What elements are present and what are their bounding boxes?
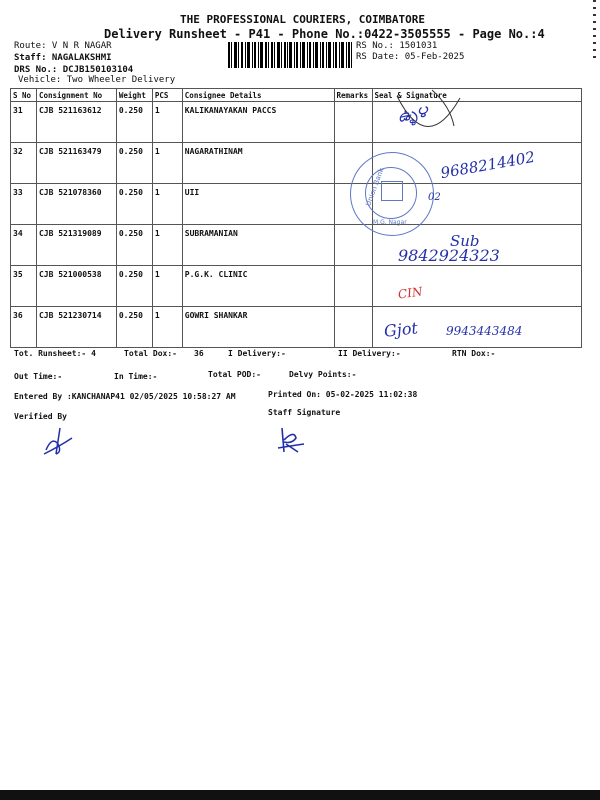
table-header-row [11,89,582,102]
stamp-inner-text: M.G. Nagar [373,219,407,226]
remark-cin: CIN [397,284,424,302]
vehicle-label: Vehicle: Two Wheeler Delivery [18,75,176,85]
cell-weight: 0.250 [116,307,152,348]
cell-consignee: NAGARATHINAM [182,143,334,184]
out-time: Out Time:- [14,372,63,381]
cell-sno: 36 [11,307,37,348]
runsheet-table [10,88,582,348]
signature-row-31: ఉ్ళ౪ [395,101,430,126]
cell-consignment: CJB 521230714 [36,307,116,348]
cell-sno: 35 [11,266,37,307]
cell-weight: 0.250 [116,102,152,143]
staff-label: Staff: NAGALAKSHMI [14,53,112,63]
drs-number: DRS No.: DCJB150103104 [14,65,134,75]
total-dox-value: 36 [194,349,204,358]
cell-pcs: 1 [152,307,182,348]
cell-pcs: 1 [152,102,182,143]
signature-row-34-name: Sub [450,232,480,250]
cell-consignee: P.G.K. CLINIC [182,266,334,307]
cell-consignee: GOWRI SHANKAR [182,307,334,348]
cell-sno: 34 [11,225,37,266]
signature-row-36-name: Gjot [383,318,419,341]
cell-weight: 0.250 [116,184,152,225]
rtn-dox: RTN Dox:- [452,349,496,358]
route-label: Route: V N R NAGAR [14,41,112,51]
cell-pcs: 1 [152,266,182,307]
col-remarks: Remarks [334,89,372,102]
signature-row-36-number: 9943443484 [446,324,523,338]
runsheet-title: Delivery Runsheet - P41 - Phone No.:0422-3505555 - Page No.:4 [104,27,545,41]
scan-edge-marks [593,0,596,60]
col-consignee: Consignee Details [182,89,334,102]
barcode [228,42,352,68]
verified-signature [40,424,80,458]
stamp-code: 02 [428,192,441,203]
cell-consignment: CJB 521319089 [36,225,116,266]
rs-number: RS No.: 1501031 [356,41,438,51]
staff-signature-label: Staff Signature [268,408,341,417]
cell-remarks [334,102,372,143]
cell-remarks [334,225,372,266]
cell-consignee: UII [182,184,334,225]
cell-consignment: CJB 521078360 [36,184,116,225]
cell-pcs: 1 [152,184,182,225]
signature-row-34-number: 9842924323 [398,246,500,265]
ii-delivery: II Delivery:- [338,349,401,358]
cell-weight: 0.250 [116,143,152,184]
i-delivery: I Delivery:- [228,349,286,358]
cell-weight: 0.250 [116,225,152,266]
entered-by: Entered By :KANCHANAP41 02/05/2025 10:58:27 AM [14,392,236,401]
cell-pcs: 1 [152,143,182,184]
cell-weight: 0.250 [116,266,152,307]
verified-by-label: Verified By [14,412,67,421]
col-seal-signature: Seal & Signature [372,89,582,102]
cell-consignment: CJB 521163612 [36,102,116,143]
stamp-text: Union Bank [364,166,386,208]
bank-stamp [350,152,434,236]
scan-bottom-edge [0,790,600,800]
stamp-emblem-icon [381,181,403,201]
cell-sno: 33 [11,184,37,225]
col-consignment: Consignment No [36,89,116,102]
cell-consignment: CJB 521000538 [36,266,116,307]
staff-signature [274,424,308,456]
cell-consignee: KALIKANAYAKAN PACCS [182,102,334,143]
col-pcs: PCS [152,89,182,102]
printed-on: Printed On: 05-02-2025 11:02:38 [268,390,418,399]
total-runsheet: Tot. Runsheet:- 4 [14,349,96,358]
delvy-points: Delvy Points:- [289,370,357,379]
table-row [11,184,582,225]
table-row [11,102,582,143]
rs-date: RS Date: 05-Feb-2025 [356,52,465,62]
cell-remarks [334,307,372,348]
col-sno: S No [11,89,37,102]
total-dox: Total Dox:- [124,349,177,358]
total-pod: Total POD:- [208,370,261,379]
signature-row-32: 9688214402 [439,147,537,183]
cell-sno: 31 [11,102,37,143]
cell-sno: 32 [11,143,37,184]
cell-consignment: CJB 521163479 [36,143,116,184]
col-weight: Weight [116,89,152,102]
table-row [11,266,582,307]
cell-pcs: 1 [152,225,182,266]
company-title: THE PROFESSIONAL COURIERS, COIMBATORE [180,13,426,26]
cell-remarks [334,266,372,307]
cell-consignee: SUBRAMANIAN [182,225,334,266]
in-time: In Time:- [114,372,158,381]
